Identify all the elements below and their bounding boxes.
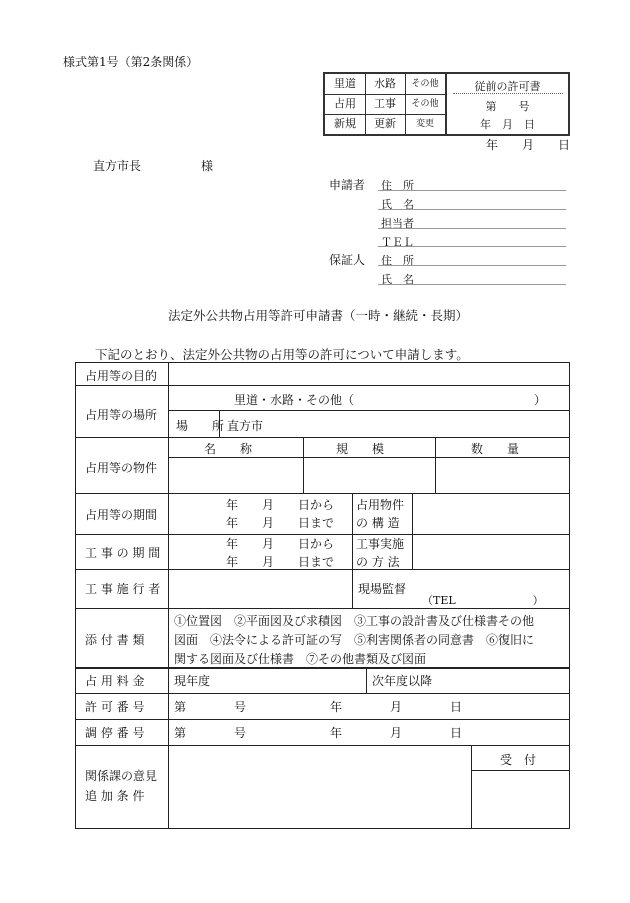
form-number: 様式第1号（第2条関係） (63, 55, 199, 69)
applicant-tel-field[interactable] (378, 246, 566, 247)
prior-grid-cell: 新規 (334, 117, 356, 130)
fee-current: 現年度 (174, 674, 211, 688)
prior-grid-cell: 工事 (374, 97, 396, 110)
prior-grid-cell: 里道 (334, 77, 356, 90)
applicant-label: 申請者 (329, 178, 366, 192)
guarantor-name-label: 氏 名 (381, 273, 414, 286)
construction-from: 年 月 日から (226, 537, 335, 551)
permit-number-value: 第 号 (174, 700, 247, 714)
construction-to: 年 月 日まで (226, 555, 335, 569)
prior-grid-cell: 占用 (334, 97, 356, 110)
contractor-label: 工 事 施 行 者 (85, 582, 161, 596)
guarantor-label: 保証人 (329, 253, 366, 267)
applicant-tel-label: ＴＥＬ (381, 236, 414, 249)
prior-permit-grid (325, 74, 445, 134)
addressee: 直方市長 様 (93, 159, 214, 173)
construction-method-label-1: 工事実施 (356, 537, 405, 551)
object-structure-label-1: 占用物件 (356, 498, 405, 512)
place-label: 場 所 (176, 419, 225, 433)
supervisor-label: 現場監督 (358, 582, 407, 596)
prior-permit-date: 年 月 日 (480, 118, 535, 131)
applicant-name-label: 氏 名 (381, 198, 414, 211)
object-label: 占用等の物件 (85, 461, 158, 475)
attachments-line-3: 関する図面及び仕様書 ⑦その他書類及び図面 (174, 652, 427, 666)
prior-permit-info (447, 74, 568, 134)
applicant-name-field[interactable] (378, 209, 566, 210)
adjust-date-value: 年 月 日 (330, 726, 463, 740)
supervisor-tel: （TEL ） (422, 594, 544, 607)
period-label: 占用等の期間 (85, 508, 158, 522)
dept-opinion-label: 関係課の意見 (85, 769, 158, 783)
period-to: 年 月 日まで (226, 516, 335, 530)
attachments-label: 添 付 書 類 (85, 633, 145, 647)
applicant-contact-label: 担当者 (381, 217, 414, 230)
receipt-label: 受 付 (500, 753, 537, 767)
prior-permit-title: 従前の許可書 (474, 80, 541, 93)
adjust-number-value: 第 号 (174, 726, 247, 740)
prior-permit-number: 第 号 (485, 100, 530, 113)
applicant-address-label: 住 所 (381, 179, 414, 192)
prior-grid-vline (365, 74, 366, 134)
attachments-line-2: 図面 ④法令による許可証の写 ⑤利害関係者の同意書 ⑥復旧に (174, 633, 535, 647)
prior-permit-box (323, 72, 570, 136)
period-from: 年 月 日から (226, 498, 335, 512)
application-date: 年 月 日 (486, 138, 571, 152)
fee-label: 占 用 料 金 (85, 674, 145, 688)
location-label: 占用等の場所 (85, 408, 158, 422)
guarantor-address-field[interactable] (378, 265, 566, 266)
purpose-label: 占用等の目的 (85, 369, 158, 383)
applicant-contact-field[interactable] (378, 228, 566, 229)
applicant-address-field[interactable] (378, 190, 566, 191)
place-value: 直方市 (227, 419, 264, 433)
prior-grid-vline (405, 74, 406, 134)
object-header-scale: 規 模 (336, 442, 385, 456)
prior-grid-cell: 更新 (374, 117, 396, 130)
document-title: 法定外公共物占用等許可申請書（一時・継続・長期） (168, 308, 469, 323)
construction-method-label-2: の 方 法 (356, 555, 400, 569)
adjust-number-label: 調 停 番 号 (85, 726, 145, 740)
object-structure-label-2: の 構 造 (356, 516, 400, 530)
permit-number-label: 許 可 番 号 (85, 700, 145, 714)
prior-grid-hline (325, 94, 445, 95)
guarantor-address-label: 住 所 (381, 254, 414, 267)
additional-conditions-label: 追 加 条 件 (85, 789, 145, 803)
intro-text: 下記のとおり、法定外公共物の占用等の許可について申請します。 (95, 347, 469, 362)
prior-grid-cell: 水路 (374, 77, 396, 90)
fee-next: 次年度以降 (372, 674, 433, 688)
object-header-quantity: 数 量 (471, 442, 520, 456)
attachments-line-1: ①位置図 ②平面図及び求積図 ③工事の設計書及び仕様書その他 (174, 614, 535, 628)
object-header-name: 名 称 (204, 442, 253, 456)
guarantor-name-field[interactable] (378, 284, 566, 285)
location-type: 里道・水路・その他（ ） (234, 393, 547, 407)
prior-dotline (453, 93, 563, 94)
prior-grid-cell: その他 (411, 99, 439, 109)
permit-date-value: 年 月 日 (330, 700, 463, 714)
application-table (75, 362, 570, 829)
prior-grid-cell: その他 (411, 79, 439, 89)
prior-grid-cell: 変更 (415, 119, 434, 129)
prior-grid-hline (325, 114, 445, 115)
construction-period-label: 工 事 の 期 間 (85, 546, 161, 560)
